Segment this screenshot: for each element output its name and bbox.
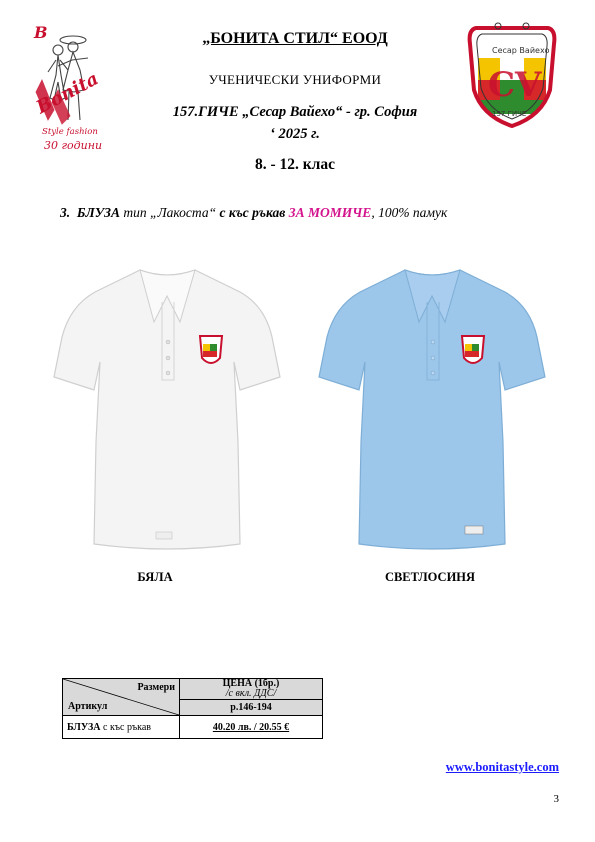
- crest-letters: CV: [488, 65, 542, 105]
- item-name: БЛУЗА: [76, 205, 120, 220]
- item-for-whom: ЗА МОМИЧЕ: [288, 205, 372, 220]
- grades-range: 8. - 12. клас: [254, 156, 336, 173]
- logo-brand: Bonita: [32, 68, 103, 119]
- caption-white: БЯЛА: [137, 570, 173, 584]
- crest-bottom-text: 157 ГИЧЕ: [492, 110, 527, 118]
- row-article-bold: БЛУЗА: [67, 721, 101, 733]
- row-article-cell: [63, 716, 180, 739]
- company-name: „БОНИТА СТИЛ“ ЕООД: [202, 30, 388, 47]
- website-link[interactable]: www.bonitastyle.com: [445, 760, 559, 774]
- price-header: ЦЕНА (1бр.): [222, 678, 280, 689]
- price-header-cell: [180, 679, 323, 700]
- document-subtitle: УЧЕНИЧЕСКИ УНИФОРМИ: [208, 72, 382, 87]
- row-price-cell: 40.20 лв. / 20.55 €: [180, 716, 323, 739]
- caption-lightblue: СВЕТЛОСИНЯ: [384, 570, 476, 584]
- bonita-logo: [28, 20, 118, 160]
- logo-tagline: Style fashion: [42, 127, 98, 137]
- item-sleeve: с къс ръкав: [219, 205, 286, 220]
- item-type: тип „Лакоста“: [119, 205, 220, 220]
- item-number: 3.: [60, 205, 71, 220]
- header-diagonal-cell: [63, 679, 180, 716]
- sizes-label: Размери: [137, 682, 175, 693]
- polo-shirt-lightblue-image: [315, 262, 550, 552]
- logo-years: 30 години: [44, 139, 103, 152]
- school-year: ‘ 2025 г.: [270, 126, 320, 142]
- item-description: [60, 205, 447, 221]
- article-label: Артикул: [68, 701, 108, 712]
- row-article-rest: с къс ръкав: [100, 721, 151, 733]
- item-material: , 100% памук: [371, 205, 448, 220]
- polo-shirt-white-image: [50, 262, 285, 552]
- school-crest-logo: [462, 20, 562, 130]
- price-header-vat: /с вкл. ДДС/: [225, 688, 277, 699]
- price-table: [62, 678, 323, 739]
- crest-top-text: Сесар Вайехо: [492, 46, 550, 55]
- page-number: 3: [553, 793, 559, 805]
- logo-letter: B: [34, 23, 48, 42]
- school-name: 157.ГИЧЕ „Сесар Вайехо“ - гр. София: [172, 104, 418, 120]
- size-range-cell: р.146-194: [180, 700, 323, 716]
